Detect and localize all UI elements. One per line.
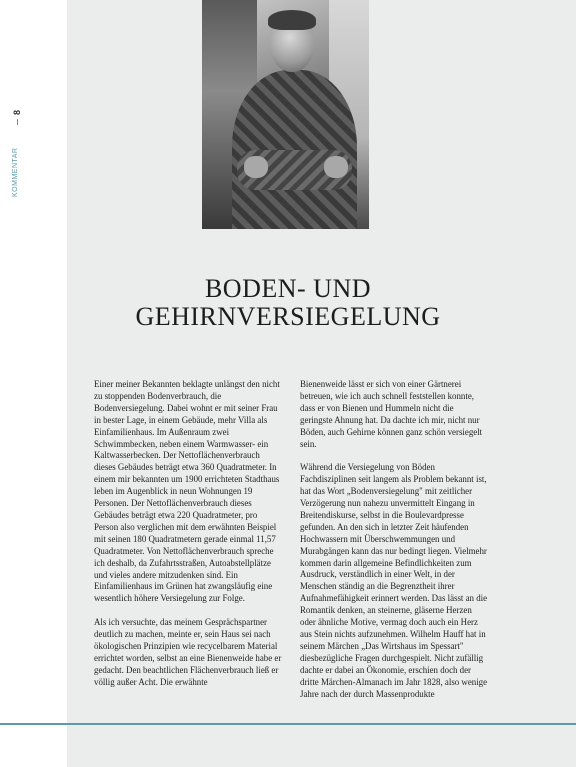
paragraph: Einer meiner Bekannten beklagte unlängst den nicht zu stoppenden Bodenverbrauch, die Bodenversiegelung. Dabei wohnt er mit seiner Frau in bester Lage, in einem Gebäude, mehr Villa als Einfamilienhaus. Im Außenraum zwei Schwimmbecken, neben einem Warmwasser- ein Kaltwasserbecken. Der Nettoflächenverbrauch dieses Gebäudes beträgt etwa 360 Quadratmeter. In einem mir bekannten um 1900 errichteten Stadthaus leben im Augenblick in neun Wohnungen 19 Personen. Der Nettoflächenverbrauch dieses Gebäudes beträgt etwa 220 Quadratmeter, pro Person also verglichen mit dem erwähnten Beispiel mit seinen 180 Quadratmetern gerade einmal 11,57 Quadratmeter. Von Nettoflächenverbrauch spreche ich deshalb, da Zufahrtsstraßen, Autoabstellplätze und vieles andere mitzudenken sind. Ein Einfamilienhaus im Grünen hat zwangsläufig eine wesentlich höhere Versiegelung zur Folge.	[94, 379, 280, 604]
paragraph: Bienenweide lässt er sich von einer Gärtnerei betreuen, wie ich auch schnell feststellen konnte, dass er von Bienen und Hummeln nicht die geringste Ahnung hat. Da dachte ich mir, nicht nur Böden, auch Gehirne können ganz schön versiegelt sein.	[300, 379, 483, 449]
page-sidebar	[11, 103, 25, 197]
title-line-2: GEHIRNVERSIEGELUNG	[135, 302, 441, 331]
footer-rule	[0, 723, 576, 725]
section-label: KOMMENTAR	[12, 147, 19, 197]
title-line-1: BODEN- UND	[204, 274, 372, 303]
paragraph: Während die Versiegelung von Böden Fachdisziplinen seit langem als Problem bekannt ist, hat das Wort „Bodenversiegelung" mit zeitlicher Verzögerung nun nahezu unvermittelt Eingang in Breitendiskurse, selbst in die Boulevardpresse gefunden. An den sich in letzter Zeit häufenden Hochwassern mit Überschwemmungen und Murabgängen kann das nur bedingt liegen. Vielmehr kommen darin allgemeine Befindlichkeiten zum Ausdruck, verständlich in einer Welt, in der Menschen ständig an die Begrenztheit ihrer Aufnahmefähigkeit erinnert werden. Das lässt an die Romantik denken, an steinerne, gläserne Herzen oder ähnliche Motive, vermag doch auch ein Herz aus Stein nichts aufzunehmen. Wilhelm Hauff hat in seinem Märchen „Das Wirtshaus im Spessart" diesbezügliche Fragen durchgespielt. Nicht zufällig dachte er dabei an Ökonomie, erschien doch der dritte Märchen-Almanach im Jahr 1828, also wenige Jahre nach der durch Massenprodukte	[300, 462, 488, 699]
article-column-right	[300, 379, 488, 712]
sidebar-divider	[17, 119, 18, 125]
photo-hand-right	[324, 156, 348, 178]
paragraph: Als ich versuchte, das meinem Gesprächspartner deutlich zu machen, meinte er, sein Haus sei nach ökologischen Prinzipien wie recycelbarem Material errichtet worden, selbst an eine Bienenweide habe er gedacht. Den beachtlichen Flächenverbrauch ließ er völlig außer Acht. Die erwähnte	[94, 617, 282, 687]
author-portrait-photo	[202, 0, 369, 229]
photo-hair	[268, 10, 316, 30]
article-title	[100, 275, 476, 331]
page-number: 8	[12, 109, 22, 115]
photo-hand-left	[244, 156, 268, 178]
article-column-left	[94, 379, 282, 700]
